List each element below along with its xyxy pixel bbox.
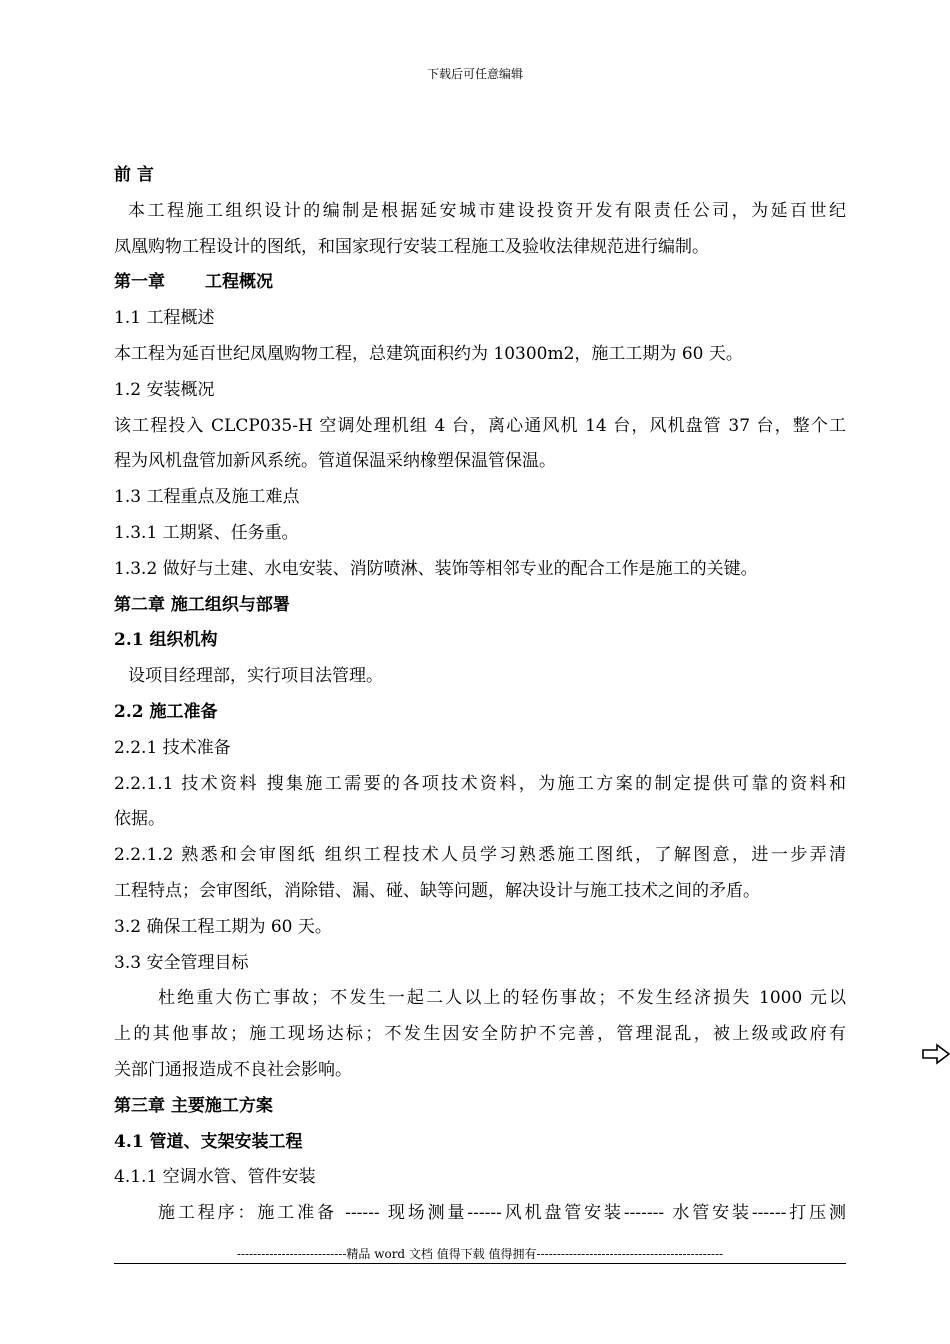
paragraph-line: 程为风机盘管加新风系统。管道保温采纳橡塑保温管保温。 (114, 451, 556, 472)
section-heading: 1.2 安装概况 (114, 379, 215, 400)
chapter-heading: 第一章 工程概况 (114, 272, 273, 293)
paragraph-line: 本工程施工组织设计的编制是根据延安城市建设投资开发有限责任公司，为延百世纪 (128, 200, 846, 221)
paragraph-line: 设项目经理部，实行项目法管理。 (128, 666, 383, 687)
subsection-heading: 2.2.1 技术准备 (114, 737, 231, 758)
right-arrow-icon[interactable] (921, 1042, 950, 1066)
section-heading: 2.2 施工准备 (114, 701, 218, 722)
paragraph-line: 凤凰购物工程设计的图纸，和国家现行安装工程施工及验收法律规范进行编制。 (114, 236, 709, 257)
preface-heading: 前 言 (114, 165, 154, 185)
paragraph-line: 工程特点；会审图纸，消除错、漏、碰、缺等问题，解决设计与施工技术之间的矛盾。 (114, 880, 760, 901)
document-body (114, 158, 846, 1232)
paragraph-line: 依据。 (114, 809, 165, 830)
paragraph-line: 2.2.1.2 熟悉和会审图纸 组织工程技术人员学习熟悉施工图纸，了解图意，进一步弄清 (114, 845, 846, 866)
footer-rule (114, 1263, 846, 1264)
section-heading: 4.1 管道、支架安装工程 (114, 1131, 303, 1152)
paragraph-line: 1.3.2 做好与土建、水电安装、消防喷淋、装饰等相邻专业的配合工作是施工的关键。 (114, 558, 758, 579)
paragraph-line: 杜绝重大伤亡事故；不发生一起二人以上的轻伤事故；不发生经济损失 1000 元以 (158, 988, 846, 1009)
page-header: 下载后可任意编辑 (426, 67, 523, 81)
paragraph-line: 关部门通报造成不良社会影响。 (114, 1059, 352, 1080)
paragraph-line: 本工程为延百世纪凤凰购物工程，总建筑面积约为 10300m2，施工工期为 60 天。 (114, 343, 743, 364)
paragraph-line: 1.3.1 工期紧、任务重。 (114, 522, 299, 543)
section-heading: 1.3 工程重点及施工难点 (114, 487, 300, 508)
paragraph-line: 施工程序：施工准备 ------ 现场测量------风机盘管安装------- 水管安装------打压测 (158, 1203, 846, 1224)
section-heading: 3.3 安全管理目标 (114, 952, 249, 973)
chapter-heading: 第三章 主要施工方案 (114, 1095, 273, 1116)
section-heading: 1.1 工程概述 (114, 308, 215, 329)
paragraph-line: 上的其他事故；施工现场达标；不发生因安全防护不完善，管理混乱，被上级或政府有 (114, 1024, 846, 1045)
section-heading: 2.1 组织机构 (114, 630, 218, 651)
page-footer: ---------------------------精品 word 文档 值得下载 值得拥有---------------------------------------------- (236, 1247, 724, 1261)
paragraph-line: 2.2.1.1 技术资料 搜集施工需要的各项技术资料，为施工方案的制定提供可靠的资料和 (114, 773, 846, 794)
paragraph-line: 该工程投入 CLCP035-H 空调处理机组 4 台，离心通风机 14 台，风机盘管 37 台，整个工 (114, 415, 846, 436)
subsection-heading: 4.1.1 空调水管、管件安装 (114, 1167, 316, 1188)
section-heading: 3.2 确保工程工期为 60 天。 (114, 916, 332, 937)
chapter-heading: 第二章 施工组织与部署 (114, 594, 290, 615)
